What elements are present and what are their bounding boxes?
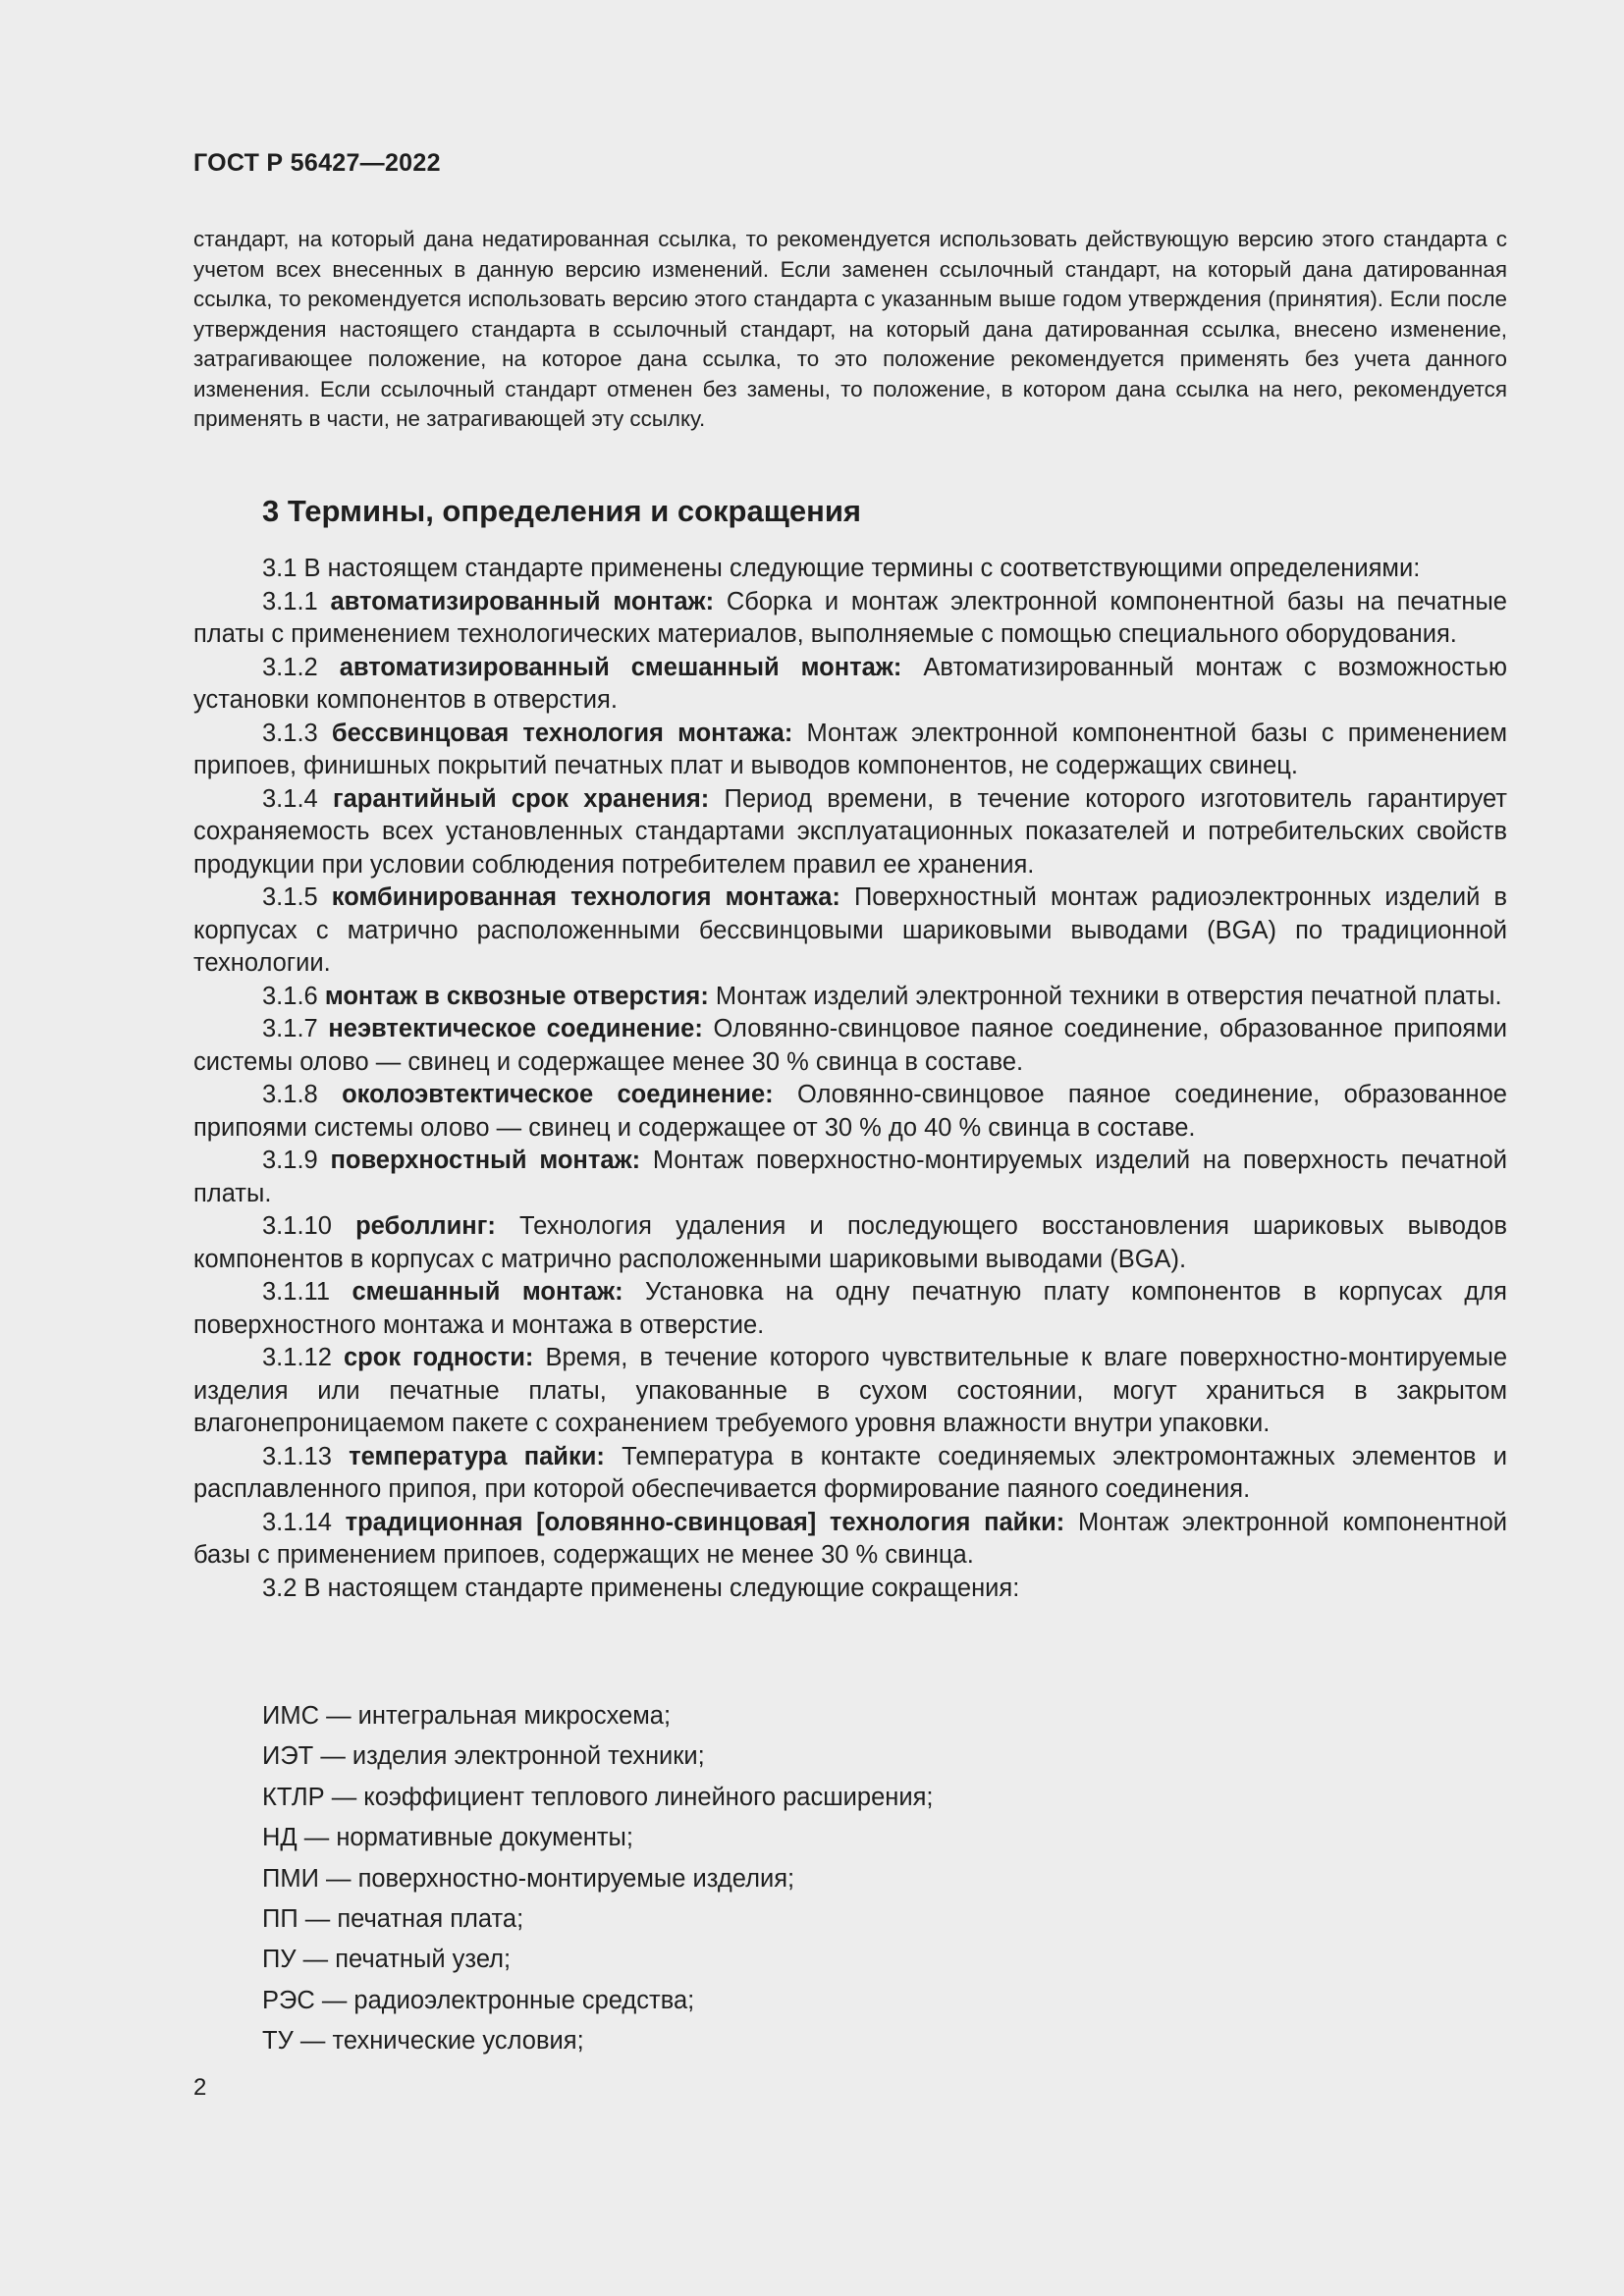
term-number: 3.1.2 [262, 653, 340, 681]
term-number: 3.1.10 [262, 1212, 356, 1240]
term-definition: Температура в контакте соединяемых электромонтажных элементов и расплавленного припоя, при которой обеспечивается формирование паяного соединения. [193, 1442, 1507, 1503]
term-definition: Установка на одну печатную плату компонентов в корпусах для поверхностного монтажа и монтажа в отверстие. [193, 1278, 1507, 1339]
term-item [193, 1507, 1507, 1573]
clause-3-1: 3.1 В настоящем стандарте применены следующие термины с соответствующими определениями: [262, 555, 1421, 582]
abbreviation-item: ПП — печатная плата; [262, 1904, 524, 1933]
term-definition: Оловянно-свинцовое паяное соединение, образованное припоями системы олово — свинец и содержащее менее 30 % свинца в составе. [193, 1015, 1508, 1076]
term-number: 3.1.13 [262, 1442, 350, 1470]
term-name: смешанный монтаж: [352, 1278, 623, 1306]
term-definition: Монтаж электронной компонентной базы с применением припоев, содержащих не менее 30 % свинца. [193, 1508, 1508, 1569]
term-number: 3.1.14 [262, 1508, 346, 1536]
term-item [193, 981, 1507, 1014]
intro-paragraph [193, 225, 1507, 435]
term-definition: Технология удаления и последующего восстановления шариковых выводов компонентов в корпусах с матрично расположенными шариковыми выводами (BGA). [193, 1212, 1507, 1273]
document-header: ГОСТ Р 56427—2022 [193, 149, 441, 177]
page-number: 2 [193, 2074, 207, 2101]
term-name: неэвтектическое соединение: [328, 1015, 703, 1042]
term-name: реболлинг: [355, 1212, 496, 1240]
term-item [193, 1013, 1507, 1079]
term-number: 3.1.12 [262, 1344, 344, 1371]
abbreviation-item: ИМС — интегральная микросхема; [262, 1702, 672, 1730]
clause-3-2: 3.2 В настоящем стандарте применены следующие сокращения: [262, 1574, 1020, 1602]
term-item [193, 1276, 1507, 1342]
abbreviation-item: ПМИ — поверхностно-монтируемые изделия; [262, 1864, 795, 1893]
abbreviation-item: НД — нормативные документы; [262, 1824, 633, 1852]
term-name: бессвинцовая технология монтажа: [331, 719, 793, 747]
term-item [193, 881, 1507, 981]
term-item [193, 652, 1507, 718]
term-definition: Сборка и монтаж электронной компонентной базы на печатные платы с применением технологических материалов, выполняемые с помощью специального оборудования. [193, 587, 1507, 648]
term-number: 3.1.11 [262, 1278, 352, 1306]
term-number: 3.1.7 [262, 1015, 329, 1042]
term-definition: Период времени, в течение которого изготовитель гарантирует сохраняемость всех установленных стандартами эксплуатационных показателей и потребительских свойств продукции при условии соблюдения потребителем правил ее хранения. [193, 784, 1507, 879]
term-number: 3.1.3 [262, 719, 332, 747]
term-name: поверхностный монтаж: [330, 1147, 641, 1174]
term-item [193, 718, 1507, 783]
term-item [193, 586, 1507, 652]
term-name: автоматизированный смешанный монтаж: [339, 653, 902, 681]
term-number: 3.1.6 [262, 982, 325, 1010]
abbreviation-item: ИЭТ — изделия электронной техники; [262, 1742, 705, 1771]
term-item [193, 783, 1507, 882]
term-name: традиционная [оловянно-свинцовая] технология пайки: [345, 1508, 1065, 1536]
abbreviations-list [262, 1699, 933, 2065]
term-number: 3.1.1 [262, 587, 331, 615]
term-definition: Оловянно-свинцовое паяное соединение, образованное припоями системы олово — свинец и содержащее от 30 % до 40 % свинца в составе. [193, 1081, 1507, 1142]
term-definition: Монтаж изделий электронной техники в отверстия печатной платы. [708, 982, 1502, 1010]
abbreviation-item: КТЛР — коэффициент теплового линейного расширения; [262, 1783, 934, 1811]
term-item [193, 1079, 1507, 1145]
term-number: 3.1.4 [262, 784, 333, 813]
term-definition: Монтаж поверхностно-монтируемых изделий на поверхность печатной платы. [193, 1147, 1507, 1207]
term-name: монтаж в сквозные отверстия: [324, 982, 709, 1010]
term-item [193, 1145, 1507, 1210]
abbreviation-item: РЭС — радиоэлектронные средства; [262, 1986, 695, 2014]
term-name: комбинированная технология монтажа: [331, 883, 840, 911]
term-number: 3.1.8 [262, 1081, 343, 1108]
term-name: срок годности: [344, 1344, 534, 1371]
term-name: автоматизированный монтаж: [330, 587, 715, 615]
terms-list [193, 553, 1507, 1605]
term-definition: Время, в течение которого чувствительные к влаге поверхностно-монтируемые изделия или печатные платы, упакованные в сухом состоянии, могут храниться в закрытом влагонепроницаемом пакете с сохранением требуемого уровня влажности внутри упаковки. [193, 1344, 1508, 1437]
term-number: 3.1.5 [262, 883, 332, 911]
term-item [193, 1342, 1507, 1441]
term-name: гарантийный срок хранения: [332, 784, 710, 813]
abbreviation-item: ТУ — технические условия; [262, 2027, 584, 2056]
section-title: 3 Термины, определения и сокращения [262, 494, 861, 528]
intro-text: стандарт, на который дана недатированная ссылка, то рекомендуется использовать действующую версию этого стандарта с учетом всех внесенных в данную версию изменений. Если заменен ссылочный стандарт, на который дана датированная ссылка, то рекомендуется использовать версию этого стандарта с указанным выше годом утверждения (принятия). Если после утверждения настоящего стандарта в ссылочный стандарт, на который дана датированная ссылка, внесено изменение, затрагивающее положение, на которое дана ссылка, то это положение рекомендуется применять без учета данного изменения. Если ссылочный стандарт отменен без замены, то положение, в котором дана ссылка на него, рекомендуется применять в части, не затрагивающей эту ссылку. [193, 227, 1507, 431]
term-item [193, 1441, 1507, 1507]
term-number: 3.1.9 [262, 1147, 331, 1174]
term-item [193, 1210, 1507, 1276]
term-definition: Автоматизированный монтаж с возможностью установки компонентов в отверстия. [193, 653, 1507, 714]
abbreviation-item: ПУ — печатный узел; [262, 1946, 512, 1974]
term-name: температура пайки: [349, 1442, 605, 1470]
term-definition: Поверхностный монтаж радиоэлектронных изделий в корпусах с матрично расположенными бессвинцовыми шариковыми выводами (BGA) по традиционной технологии. [193, 883, 1507, 977]
term-definition: Монтаж электронной компонентной базы с применением припоев, финишных покрытий печатных плат и выводов компонентов, не содержащих свинец. [193, 719, 1507, 779]
term-name: околоэвтектическое соединение: [342, 1081, 774, 1108]
